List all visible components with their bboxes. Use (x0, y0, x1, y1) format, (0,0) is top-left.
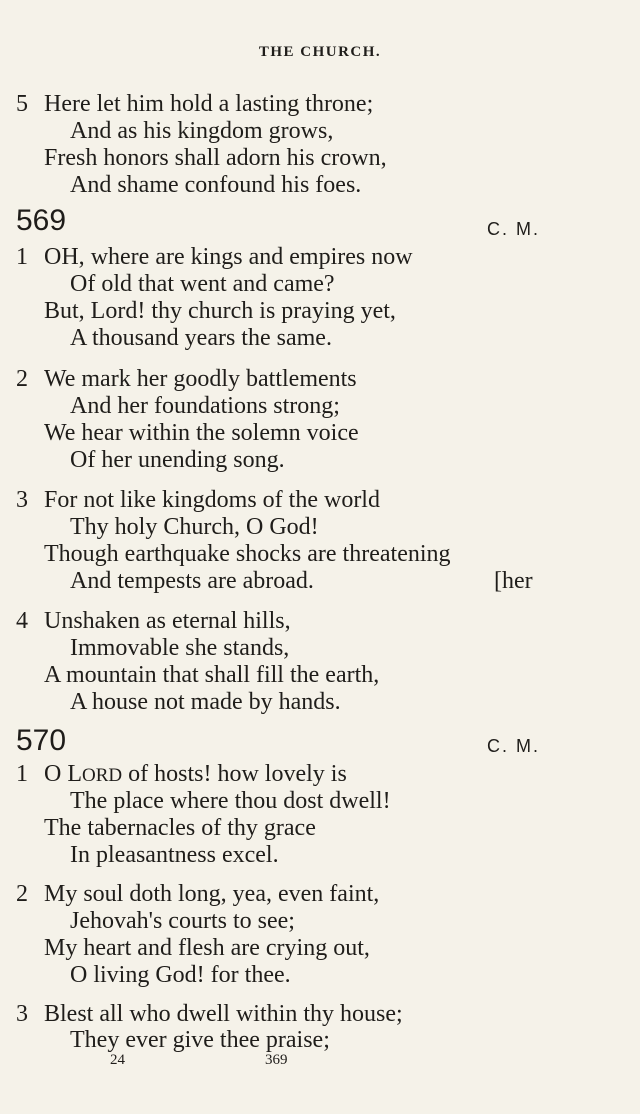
signature-mark: 24 (110, 1052, 125, 1068)
turnover-fragment: [her (494, 568, 533, 594)
verse-line: My soul doth long, yea, even faint, (44, 881, 380, 907)
hymn-number: 570 (16, 724, 67, 757)
verse-line: The tabernacles of thy grace (44, 815, 316, 841)
verse-line: We hear within the solemn voice (44, 420, 359, 446)
verse-line: And as his kingdom grows, (70, 118, 334, 144)
verse-line: Of her unending song. (70, 447, 285, 473)
meter-label: C. M. (487, 219, 540, 239)
verse-line: O living God! for thee. (70, 962, 291, 988)
verse-line: In pleasantness excel. (70, 842, 279, 868)
verse-line: For not like kingdoms of the world (44, 487, 380, 513)
stanza-number: 5 (16, 91, 28, 117)
drop-word-cap: O (44, 244, 62, 270)
verse-line: A mountain that shall fill the earth, (44, 662, 380, 688)
stanza-number: 3 (16, 1001, 28, 1027)
meter-label: C. M. (487, 736, 540, 756)
verse-line: Though earthquake shocks are threatening (44, 541, 451, 567)
stanza-number: 2 (16, 881, 28, 907)
verse-line: Thy holy Church, O God! (70, 514, 319, 540)
verse-line: Here let him hold a lasting throne; (44, 91, 374, 117)
verse-line: Jehovah's courts to see; (70, 908, 295, 934)
drop-word-rest: ORD (82, 765, 123, 786)
verse-line: We mark her goodly battlements (44, 366, 357, 392)
verse-line: Fresh honors shall adorn his crown, (44, 145, 387, 171)
running-header: THE CHURCH. (258, 44, 382, 60)
verse-line: Immovable she stands, (70, 635, 290, 661)
verse-line: Of old that went and came? (70, 271, 335, 297)
verse-line: And tempests are abroad. (70, 568, 314, 594)
first-word-pre: O (44, 761, 68, 787)
stanza-number: 1 (16, 761, 28, 787)
stanza-number: 4 (16, 608, 28, 634)
verse-line (44, 760, 347, 790)
verse-line (44, 243, 413, 271)
verse-line: But, Lord! thy church is praying yet, (44, 298, 396, 324)
first-line-rest: where are kings and empires now (84, 244, 413, 270)
verse-line: My heart and flesh are crying out, (44, 935, 370, 961)
first-line-rest: of hosts! how lovely is (122, 761, 347, 787)
drop-word-rest: H, (61, 244, 85, 270)
verse-line: A house not made by hands. (70, 689, 341, 715)
verse-line: And her foundations strong; (70, 393, 340, 419)
hymn-number: 569 (16, 204, 67, 237)
page-number: 369 (265, 1052, 288, 1068)
drop-word-cap: L (67, 761, 83, 787)
verse-line: Unshaken as eternal hills, (44, 608, 291, 634)
verse-line: They ever give thee praise; (70, 1027, 330, 1053)
verse-line: And shame confound his foes. (70, 172, 362, 198)
stanza-number: 2 (16, 366, 28, 392)
stanza-number: 3 (16, 487, 28, 513)
verse-line: A thousand years the same. (70, 325, 332, 351)
verse-line: Blest all who dwell within thy house; (44, 1001, 403, 1027)
verse-line: The place where thou dost dwell! (70, 788, 391, 814)
stanza-number: 1 (16, 244, 28, 270)
